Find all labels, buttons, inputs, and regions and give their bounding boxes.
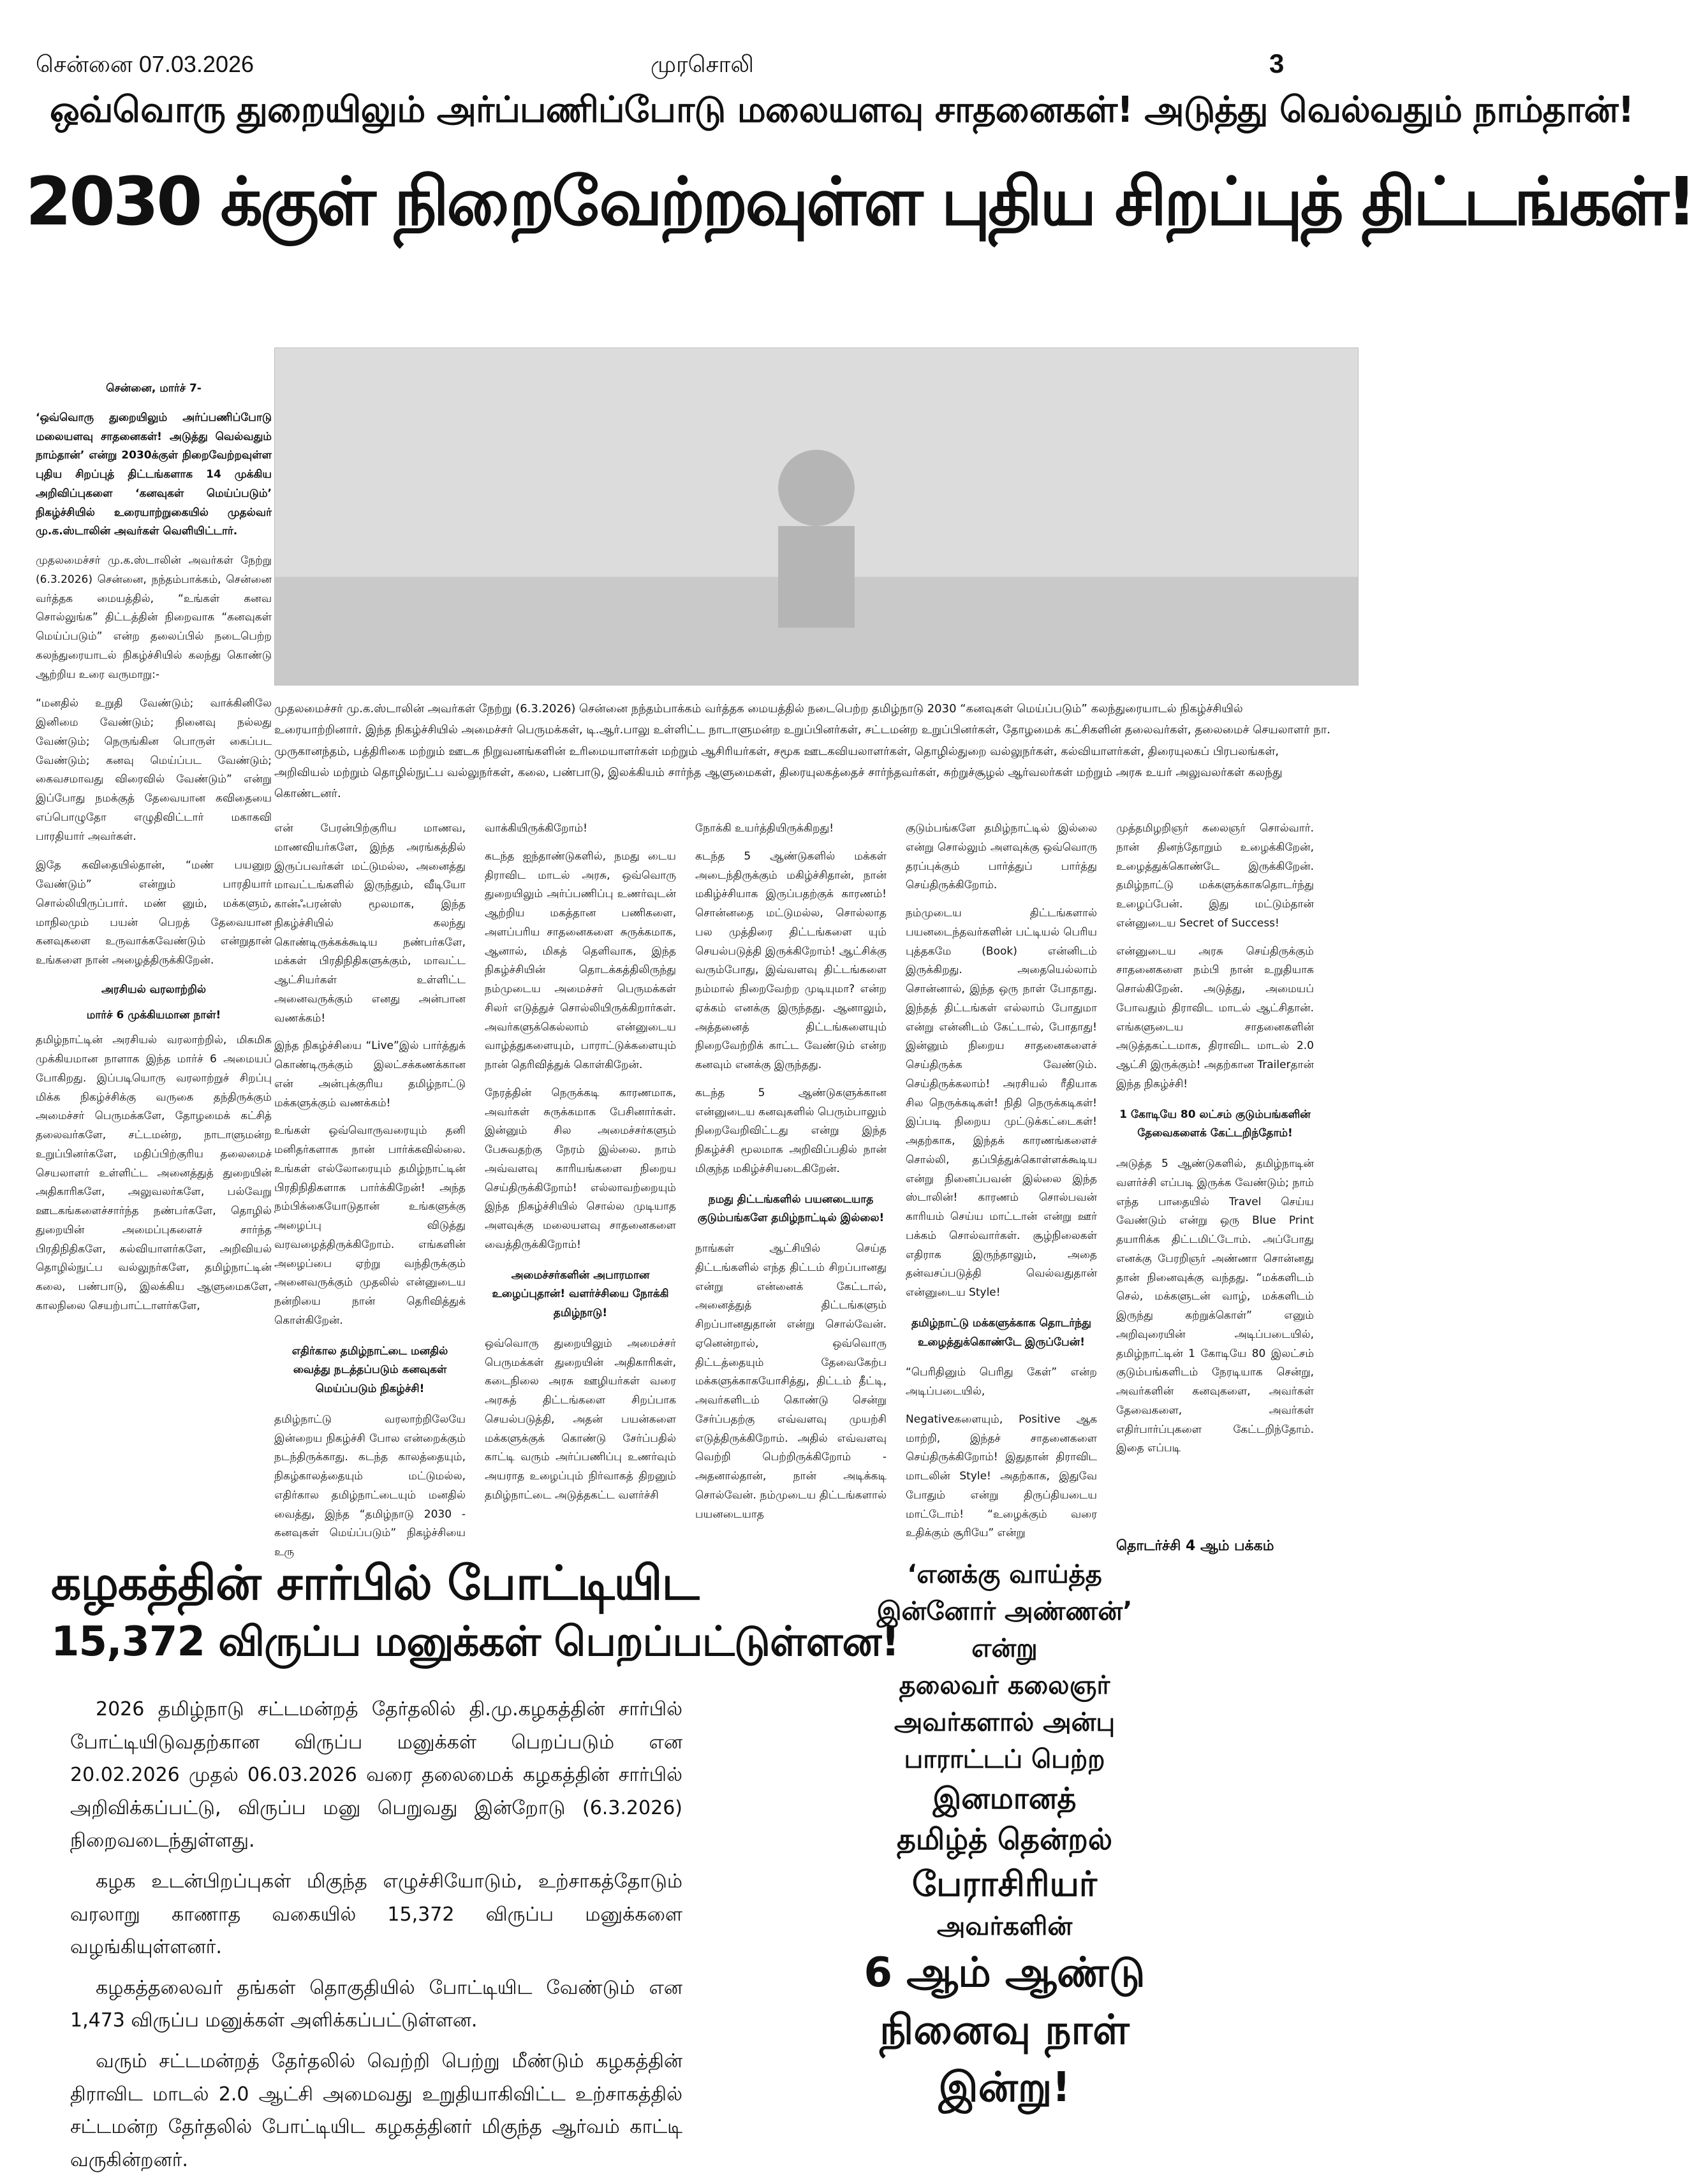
article-paragraph: வரும் சட்டமன்றத் தேர்தலில் வெற்றி பெற்று மீண்டும் கழகத்தின் திராவிட மாடல் 2.0 ஆட்சி அமைவது உறுதியாகிவிட்ட உற்சாகத்தில் சட்டமன்ற தேர்தலில் போட்டியிட கழகத்தினர் மிகுந்த ஆர்வம் காட்டி வருகின்றனர். <box>70 2049 682 2171</box>
column-subheading: எதிர்கால தமிழ்நாட்டை மனதில் வைத்து நடத்தப்படும் கனவுகள் மெய்ப்படும் நிகழ்ச்சி! <box>291 1344 448 1395</box>
memorial-line: அவர்களால் அன்பு <box>894 1708 1116 1737</box>
memorial-line: பாராட்டப் பெற்ற <box>904 1745 1105 1774</box>
memorial-box <box>695 1556 1314 2116</box>
article-paragraph: தமிழ்நாட்டின் அரசியல் வரலாற்றில், மிகமிக முக்கியமான நாளாக இந்த மார்ச் 6 அமையப் போகிறது. இப்படியொரு வரலாற்றுச் சிறப்பு மிக்க நிகழ்ச்சிக்கு வருகை தந்திருக்கும் அமைச்சர் பெருமக்களே, தோழமைக் கட்சித் தலைவர்களே, சட்டமன்ற, நாடாளுமன்ற உறுப்பினர்களே, மதிப்பிற்குரிய தலைமைச் செயலாளர் உள்ளிட்ட அனைத்துத் துறையின் அதிகாரிகளே, அலுவலர்களே, பல்வேறு ஊடகங்களைச்சார்ந்த நண்பர்களே, தொழில் துறையின் அமைப்புகளைச் சார்ந்த பிரதிநிதிகளே, கல்வியாளர்களே, அறிவியல் தொழில்நுட்ப வல்லுநர்களே, தமிழ்நாட்டின் கலை, பண்பாடு, இலக்கிய ஆளுமைகளே, காலநிலை செயற்பாட்டாளர்களே, <box>36 1034 272 1312</box>
subheading: மார்ச் 6 முக்கியமான நாள்! <box>86 1008 221 1022</box>
article-paragraph: அடுத்த 5 ஆண்டுகளில், தமிழ்நாடின் வளர்ச்சி எப்படி இருக்க வேண்டும்; நாம் எந்த பாதையில் Travel செய்ய வேண்டும் என்று ஒரு Blue Print தயாரிக்க திட்டமிட்டோம். அப்போது எனக்கு பேரறிஞர் அண்ணா சொன்னது தான் நினைவுக்கு வந்தது. “மக்களிடம் செல், மக்களுடன் வாழ், மக்களிடம் இருந்து கற்றுக்கொள்” எனும் அறிவுரையின் அடிப்படையில், தமிழ்நாட்டின் 1 கோடியே 80 இலட்சம் குடும்பங்களிடம் நேரடியாக சென்று, அவர்களின் கனவுகளை, அவர்கள் தேவைகளை, அவர்கள் எதிர்பார்ப்புகளை கேட்டறிந்தோம். இதை எப்படி <box>1116 1157 1314 1455</box>
article-paragraph: கழகத்தலைவர் தங்கள் தொகுதியில் போட்டியிட வேண்டும் என 1,473 விருப்ப மனுக்கள் அளிக்கப்பட்டுள்ளன. <box>70 1976 682 2032</box>
box-subheadline: 15,372 விருப்ப மனுக்கள் பெறப்பட்டுள்ளன! <box>51 1618 899 1666</box>
article-paragraph: வாக்கியிருக்கிறோம்! <box>485 822 587 835</box>
article-paragraph: நம்முடைய திட்டங்களால் பயனடைந்தவர்களின் பட்டியல் பெரிய புத்தகமே (Book) என்னிடம் இருக்கிறது. அதையெல்லாம் சொன்னால், இந்த ஒரு நாள் போதாது. இந்தத் திட்டங்கள் எல்லாம் போதுமா என்று என்னிடம் கேட்டால், போதாது! இன்னும் நிறைய சாதனைகளைச் செய்திருக்க வேண்டும். செய்திருக்கலாம்! அரசியல் ரீதியாக சில நெருக்கடிகள்! நிதி நெருக்கடிகள்! இப்படி நிறைய முட்டுக்கட்டைகள்! அதற்காக, இந்தக் காரணங்களைச் சொல்லி, தப்பித்துக்கொள்ளக்கூடிய என்று நினைப்பவன் இல்லை இந்த ஸ்டாலின்! காரணம் சொல்பவன் காரியம் செய்ய மாட்டான் என்று ஊர் பக்கம் சொல்வார்கள். சூழ்நிலைகள் எதிராக இருந்தாலும், அதை தன்வசப்படுத்தி வெல்வதுதான் என்னுடைய Style! <box>906 907 1097 1299</box>
article-paragraph: கடந்த 5 ஆண்டுகளில் மக்கள் அடைந்திருக்கும் மகிழ்ச்சிதான், நான் மகிழ்ச்சியாக இருப்பதற்குக் காரணம்! சொன்னதை மட்டுமல்ல, சொல்லாத பல முத்திரை திட்டங்களை யும் செயல்படுத்தி இருக்கிறோம்! ஆட்சிக்கு வரும்போது, இவ்வளவு திட்டங்களை நம்மால் நிறைவேற்ற முடியுமா? என்ற ஏக்கம் எனக்கு இருந்தது. ஆனாலும், அத்தனைத் திட்டங்களையும் நிறைவேற்றிக் காட்ட வேண்டும் என்ற கனவும் எனக்கு இருந்தது. <box>695 849 887 1071</box>
photo-caption: முதலமைச்சர் மு.க.ஸ்டாலின் அவர்கள் நேற்று (6.3.2026) சென்னை நந்தம்பாக்கம் வர்த்தக மையத்தில் நடைபெற்ற தமிழ்நாடு 2030 “கனவுகள் மெய்ப்படும்” கலந்துரையாடல் நிகழ்ச்சியில் உரையாற்றினார். இந்த நிகழ்ச்சியில் அமைச்சர் பெருமக்கள், டி.ஆர்.பாலு உள்ளிட்ட நாடாளுமன்ற உறுப்பினர்கள், சட்டமன்ற உறுப்பினர்கள், தோழமைக் கட்சிகளின் தலைவர்கள், தலைமைச் செயலாளர் நா. முருகானந்தம், பத்திரிகை மற்றும் ஊடக நிறுவனங்களின் உரிமையாளர்கள் மற்றும் ஆசிரியர்கள், சமூக ஊடகவியலாளர்கள், தொழில்துறை வல்லுநர்கள், கல்வியாளர்கள், திரையுலகப் பிரபலங்கள், அறிவியல் மற்றும் தொழில்நுட்ப வல்லுநர்கள், கலை, பண்பாடு, இலக்கியம் சார்ந்த ஆளுமைகள், திரையுலகத்தைச் சார்ந்தவர்கள், சுற்றுச்சூழல் ஆர்வலர்கள் மற்றும் அரசு உயர் அலுவலர்கள் கலந்து கொண்டனர். <box>274 702 1331 801</box>
memorial-line: 6 ஆம் ஆண்டு <box>864 1949 1145 1997</box>
article-paragraph: தமிழ்நாட்டு வரலாற்றிலேயே இன்றைய நிகழ்ச்சி போல என்றைக்கும் நடந்திருக்காது. கடந்த காலத்தையும், நிகழ்காலத்தையும் மட்டுமல்ல, எதிர்கால தமிழ்நாட்டையும் மனதில் வைத்து, இந்த “தமிழ்நாடு 2030 - கனவுகள் மெய்ப்படும்” நிகழ்ச்சியை உரு <box>274 1412 466 1558</box>
event-photo <box>274 348 1359 685</box>
article-paragraph: இதே கவிதையில்தான், “மண் பயனுற வேண்டும்” என்றும் பாரதியார் சொல்லியிருப்பார். மண் னும், மக்களும், மாநிலமும் பயன் பெறத் தேவையான கனவுகளை உருவாக்கவேண்டும் என்றுதான் உங்களை நான் அழைத்திருக்கிறேன். <box>36 859 272 967</box>
article-paragraph: Negativeகளையும், Positive ஆக மாற்றி, இந்தச் சாதனைகளை செய்திருக்கிறோம்! இதுதான் திராவிட மாடலின் Style! அதற்காக, இதுவே போதும் என்று திருப்தியடைய மாட்டோம்! “உழைக்கும் வரை உதிக்கும் சூரியே” என்று <box>906 1412 1097 1540</box>
column-subheading: அமைச்சர்களின் அபாரமான உழைப்புதான்! வளர்ச்சியை நோக்கி தமிழ்நாடு! <box>492 1268 669 1319</box>
article-paragraph: நோக்கி உயர்த்தியிருக்கிறது! <box>695 822 834 835</box>
article-paragraph: என் பேரன்பிற்குரிய மாணவ, மாணவியர்களே, இந்த அரங்கத்தில் இருப்பவர்கள் மட்டுமல்ல, அனைத்து மாவட்டங்களில் இருந்தும், வீடியோ கான்ஃபரன்ஸ் மூலமாக, இந்த நிகழ்ச்சியில் கலந்து கொண்டிருக்கக்கூடிய நண்பர்களே, மக்கள் பிரதிநிதிகளுக்கும், மாவட்ட ஆட்சியர்கள் உள்ளிட்ட அனைவருக்கும் எனது அன்பான வணக்கம்! <box>274 822 466 1025</box>
memorial-line: இனமானத் <box>932 1781 1077 1815</box>
memorial-line: நினைவு நாள் <box>880 2006 1130 2054</box>
nominations-article <box>70 1693 682 2184</box>
lead-article <box>36 379 272 1326</box>
article-paragraph: “பெரிதினும் பெரிது கேள்” என்ற அடிப்படையில், <box>906 1366 1097 1398</box>
article-column-3 <box>695 819 887 1533</box>
article-paragraph: கடந்த ஐந்தாண்டுகளில், நமது டைய திராவிட மாடல் அரசு, ஒவ்வொரு துறையிலும் அர்ப்பணிப்பு உணர்வுடன் ஆற்றிய மகத்தான பணிகளை, அளப்பரிய சாதனைகளை சுருக்கமாக, ஆனால், மிகத் தெளிவாக, இந்த நிகழ்ச்சியின் தொடக்கத்திலிருந்து நம்முடைய அமைச்சர் பெருமக்கள் சிலர் எடுத்துச் சொல்லியிருக்கிறார்கள். அவர்களுக்கெல்லாம் என்னுடைய வாழ்த்துகளையும், பாராட்டுக்களையும் நான் தெரிவித்துக் கொள்கிறேன். <box>485 849 676 1071</box>
article-column-1 <box>274 819 466 1571</box>
article-column-2 <box>485 819 676 1514</box>
lead-paragraph: ‘ஒவ்வொரு துறையிலும் அர்ப்பணிப்போடு மலையளவு சாதனைகள்! அடுத்து வெல்வதும் நாம்தான்’ என்று 2030க்குள் நிறைவேற்றவுள்ள புதிய சிறப்புத் திட்டங்களாக 14 முக்கிய அறிவிப்புகளை ‘கனவுகள் மெய்ப்படும்’ நிகழ்ச்சியில் உரையாற்றுகையில் முதல்வர் மு.க.ஸ்டாலின் அவர்கள் வெளியிட்டார். <box>36 411 272 538</box>
article-paragraph: என்னுடைய அரசு செய்திருக்கும் சாதனைகளை நம்பி நான் உறுதியாக சொல்கிறேன். அடுத்து, அமையப் போவதும் திராவிட மாடல் ஆட்சிதான். எங்களுடைய சாதனைகளின் அடுத்தகட்டமாக, திராவிட மாடல் 2.0 ஆட்சி இருக்கும்! அதற்கான Trailerதான் இந்த நிகழ்ச்சி! <box>1116 944 1314 1090</box>
article-paragraph: “மனதில் உறுதி வேண்டும்; வாக்கினிலே இனிமை வேண்டும்; நினைவு நல்லது வேண்டும்; நெருங்கின பொருள் கைப்பட வேண்டும்; கனவு மெய்ப்பட வேண்டும்; கைவசமாவது விரைவில் வேண்டும்” என்று இப்போது நமக்குத் தேவையான கவிதையை எப்பொழுதோ எழுதிவிட்டார் மகாகவி பாரதியார் அவர்கள். <box>36 697 272 843</box>
newspaper-name: முரசொலி <box>651 51 754 77</box>
article-paragraph: முதலமைச்சர் மு.க.ஸ்டாலின் அவர்கள் நேற்று (6.3.2026) சென்னை, நந்தம்பாக்கம், சென்னை வர்த்தக மையத்தில், “உங்கள் கனவ சொல்லுங்க” திட்டத்தின் நிறைவாக “கனவுகள் மெய்ப்படும்” என்ற தலைப்பில் நடைபெற்ற கலந்துரையாடல் நிகழ்ச்சியில் கலந்து கொண்டு ஆற்றிய உரை வருமாறு:- <box>36 554 272 681</box>
photo-placeholder-graphic <box>275 348 1358 685</box>
column-subheading: தமிழ்நாட்டு மக்களுக்காக தொடர்ந்து உழைத்துக்கொண்டே இருப்பேன்! <box>911 1316 1091 1349</box>
article-paragraph: குடும்பங்களே தமிழ்நாட்டில் இல்லை என்று சொல்லும் அளவுக்கு ஒவ்வொரு தரப்புக்கும் பார்த்துப் பார்த்து செய்திருக்கிறோம். <box>906 822 1097 892</box>
article-paragraph: நேரத்தின் நெருக்கடி காரணமாக, அவர்கள் சுருக்கமாக பேசினார்கள். இன்னும் சில அமைச்சர்களும் பேசுவதற்கு நேரம் இல்லை. நாம் அவ்வளவு காரியங்களை நிறைய செய்திருக்கிறோம்! எல்லாவற்றையும் இந்த நிகழ்ச்சியில் சொல்ல முடியாத அளவுக்கு மலையளவு சாதனைகளை வைத்திருக்கிறோம்! <box>485 1086 676 1251</box>
continuation-note: தொடர்ச்சி 4 ஆம் பக்கம் <box>1116 1538 1274 1554</box>
main-headline: 2030 க்குள் நிறைவேற்றவுள்ள புதிய சிறப்புத் திட்டங்கள்! <box>26 163 1694 240</box>
article-paragraph: முத்தமிழறிஞர் கலைஞர் சொல்வார். நான் தினந்தோறும் உழைக்கிறேன், உழைத்துக்கொண்டே இருக்கிறேன். தமிழ்நாட்டு மக்களுக்காகதொடர்ந்து உழைப்பேன். இது மட்டும்தான் என்னுடைய Secret of Success! <box>1116 822 1314 930</box>
article-paragraph: உங்கள் ஒவ்வொருவரையும் தனி மனிதர்களாக நான் பார்க்கவில்லை. உங்கள் எல்லோரையும் தமிழ்நாட்டின் பிரதிநிதிகளாக பார்க்கிறேன்! அந்த நம்பிக்கையோடுதான் உங்களுக்கு அழைப்பு விடுத்து வரவழைத்திருக்கிறோம். எங்களின் அழைப்பை ஏற்று வந்திருக்கும் அனைவருக்கும் முதலில் என்னுடைய நன்றியை நான் தெரிவித்துக் கொள்கிறேன். <box>274 1124 466 1327</box>
memorial-line: இன்று! <box>938 2063 1071 2111</box>
memorial-name: பேராசிரியர் <box>911 1863 1098 1904</box>
memorial-line: இன்னோர் அண்ணன்’ <box>876 1597 1133 1626</box>
headline-kicker: ஒவ்வொரு துறையிலும் அர்ப்பணிப்போடு மலையளவு சாதனைகள்! அடுத்து வெல்வதும் நாம்தான்! <box>50 89 1634 131</box>
article-paragraph: இந்த நிகழ்ச்சியை “Live”இல் பார்த்துக் கொண்டிருக்கும் இலட்சக்கணக்கான என் அன்புக்குரிய தமிழ்நாட்டு மக்களுக்கும் வணக்கம்! <box>274 1039 466 1110</box>
dateline: சென்னை, மார்ச் 7- <box>106 382 202 395</box>
column-subheading: 1 கோடியே 80 லட்சம் குடும்பங்களின் தேவைகளைக் கேட்டறிந்தோம்! <box>1119 1108 1311 1140</box>
box-headline: கழகத்தின் சார்பில் போட்டியிட <box>51 1556 699 1611</box>
memorial-line: ‘எனக்கு வாய்த்த <box>907 1560 1102 1589</box>
article-paragraph: ஒவ்வொரு துறையிலும் அமைச்சர் பெருமக்கள் துறையின் அதிகாரிகள், கடைநிலை அரசு ஊழியர்கள் வரை அரசுத் திட்டங்களை சிறப்பாக செயல்படுத்தி, அதன் பயன்களை மக்களுக்குக் கொண்டு சேர்ப்பதில் காட்டி வரும் அர்ப்பணிப்பு உணர்வும் அயராத உழைப்பும் நிர்வாகத் திறனும் தமிழ்நாட்டை அடுத்தகட்ட வளர்ச்சி <box>485 1337 676 1502</box>
subheading: அரசியல் வரலாற்றில் <box>101 983 206 996</box>
memorial-line: தலைவர் கலைஞர் <box>899 1671 1110 1700</box>
header-date: சென்னை 07.03.2026 <box>36 51 254 77</box>
article-paragraph: கழக உடன்பிறப்புகள் மிகுந்த எழுச்சியோடும், உற்சாகத்தோடும் வரலாறு காணாத வகையில் 15,372 விருப்ப மனுக்களை வழங்கியுள்ளனர். <box>70 1870 682 1959</box>
memorial-line: தமிழ்த் தென்றல் <box>896 1822 1113 1857</box>
memorial-line: என்று <box>971 1634 1038 1663</box>
article-column-5 <box>1116 819 1314 1467</box>
memorial-line: அவர்களின் <box>936 1912 1073 1942</box>
article-paragraph: கடந்த 5 ஆண்டுகளுக்கான என்னுடைய கனவுகளில் பெரும்பாலும் நிறைவேறிவிட்டது என்று இந்த நிகழ்ச்சி மூலமாக அறிவிப்பதில் நான் மிகுந்த மகிழ்ச்சியடைகிறேன். <box>695 1086 887 1175</box>
page-number: 3 <box>1269 48 1285 78</box>
column-subheading: நமது திட்டங்களில் பயனடையாத குடும்பங்களே தமிழ்நாட்டில் இல்லை! <box>697 1192 885 1225</box>
article-column-4 <box>906 819 1097 1552</box>
article-paragraph: 2026 தமிழ்நாடு சட்டமன்றத் தேர்தலில் தி.மு.கழகத்தின் சார்பில் போட்டியிடுவதற்கான விருப்ப மனுக்கள் பெறப்படும் என 20.02.2026 முதல் 06.03.2026 வரை தலைமைக் கழகத்தின் சார்பில் அறிவிக்கப்பட்டு, விருப்ப மனு பெறுவது இன்றோடு (6.3.2026) நிறைவடைந்துள்ளது. <box>70 1698 682 1852</box>
article-paragraph: நாங்கள் ஆட்சியில் செய்த திட்டங்களில் எந்த திட்டம் சிறப்பானது என்று என்னைக் கேட்டால், அனைத்துத் திட்டங்களும் சிறப்பானதுதான் என்று சொல்வேன். ஏனென்றால், ஒவ்வொரு திட்டத்தையும் தேவைகேற்ப மக்களுக்காகயோசித்து, திட்டம் தீட்டி, அவர்களிடம் கொண்டு சென்று சேர்ப்பதற்கு எவ்வளவு முயற்சி எடுத்திருக்கிறோம். அதில் எவ்வளவு வெற்றி பெற்றிருக்கிறோம் - அதனால்தான், நான் அடிக்கடி சொல்வேன். நம்முடைய திட்டங்களால் பயனடையாத <box>695 1242 887 1521</box>
